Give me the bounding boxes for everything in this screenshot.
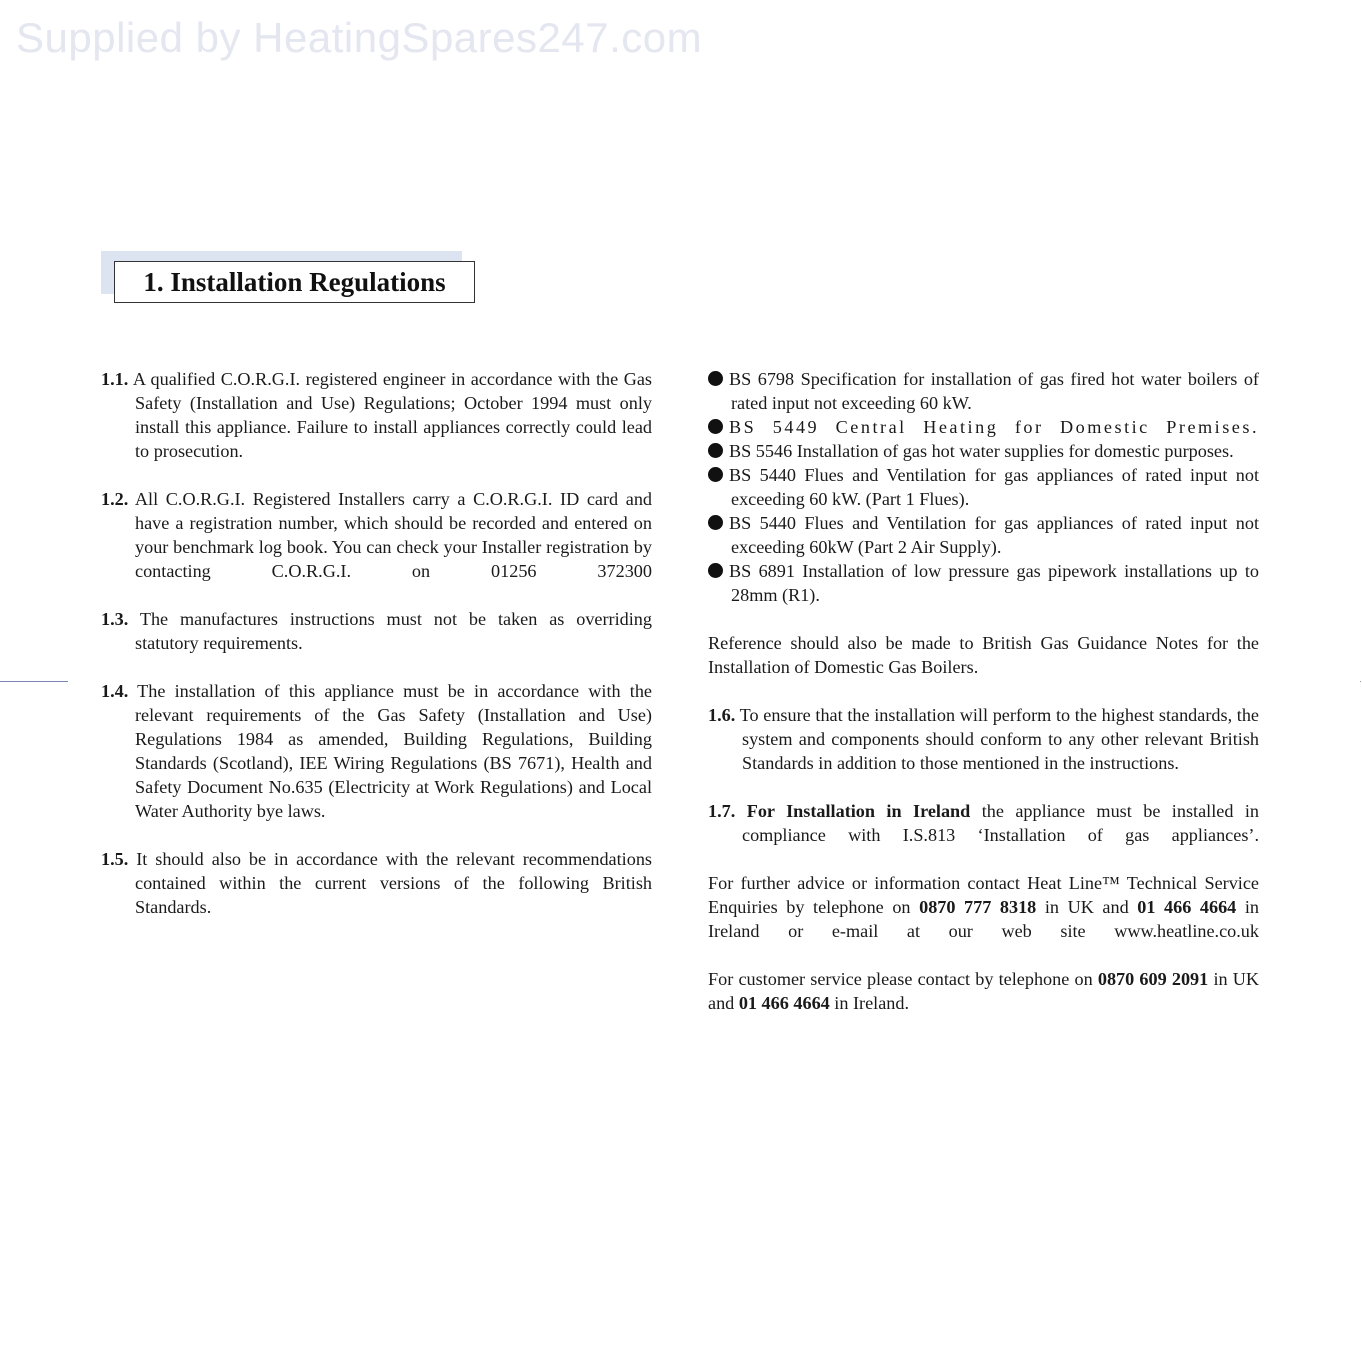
regulation-number: 1.6.	[708, 705, 736, 725]
british-standards-list	[708, 367, 1259, 607]
list-item: BS 6891 Installation of low pressure gas pipework installations up to 28mm (R1).	[708, 559, 1259, 607]
regulation-number: 1.5.	[101, 849, 129, 869]
bullet-icon	[708, 419, 723, 434]
list-item: BS 5440 Flues and Ventilation for gas appliances of rated input not exceeding 60kW (Part 2 Air Supply).	[708, 511, 1259, 559]
technical-contact: For further advice or information contact Heat Line™ Technical Service Enquiries by telephone on 0870 777 8318 in UK and 01 466 4664 in Ireland or e-mail at our web site www.heatline.co.uk	[708, 873, 1260, 941]
regulation-number: 1.1.	[101, 369, 129, 389]
regulation-1-7	[708, 799, 1259, 847]
regulation-number: 1.4.	[101, 681, 129, 701]
list-item: BS 5440 Flues and Ventilation for gas appliances of rated input not exceeding 60 kW. (Part 1 Flues).	[708, 463, 1259, 511]
section-heading: 1. Installation Regulations	[114, 261, 475, 303]
list-item: BS 5449 Central Heating for Domestic Premises.	[708, 415, 1259, 439]
uk-phone: 0870 609 2091	[1097, 969, 1209, 989]
regulation-number: 1.3.	[101, 609, 129, 629]
regulation-1-3	[101, 607, 652, 655]
margin-rule	[0, 681, 68, 682]
list-item: BS 5546 Installation of gas hot water supplies for domestic purposes.	[708, 439, 1259, 463]
bullet-icon	[708, 371, 723, 386]
regulation-1-5	[101, 847, 652, 919]
ireland-phone: 01 466 4664	[1137, 897, 1237, 917]
regulation-1-2	[101, 487, 652, 583]
regulation-text: The installation of this appliance must be in accordance with the relevant requirements of the Gas Safety (Installation and Use) Regulations 1984 as amended, Building Regulations, Building Standards (Scotland), IEE Wiring Regulations (BS 7671), Health and Safety Document No.635 (Electricity at Work Regulations) and Local Water Authority bye laws.	[135, 681, 653, 821]
bullet-icon	[708, 467, 723, 482]
left-column	[101, 367, 652, 943]
regulation-number: 1.7.	[708, 801, 736, 821]
bullet-icon	[708, 443, 723, 458]
regulation-text: It should also be in accordance with the relevant recommendations contained within the current versions of the following British Standards.	[135, 849, 652, 917]
regulation-text: To ensure that the installation will perform to the highest standards, the system and components should conform to any other relevant British Standards in addition to those mentioned in the instructions.	[739, 705, 1260, 773]
regulation-text: the appliance must be installed in compliance with I.S.813 ‘Installation of gas appliances’.	[742, 801, 1259, 845]
regulation-text: All C.O.R.G.I. Registered Installers carry a C.O.R.G.I. ID card and have a registration number, which should be recorded and entered on your benchmark log book. You can check your Installer registration by contacting C.O.R.G.I. on 01256 372300	[134, 489, 653, 581]
watermark: Supplied by HeatingSpares247.com	[16, 14, 703, 61]
bullet-icon	[708, 563, 723, 578]
uk-phone: 0870 777 8318	[919, 897, 1037, 917]
right-column	[708, 367, 1259, 1039]
regulation-text: A qualified C.O.R.G.I. registered engineer in accordance with the Gas Safety (Installation and Use) Regulations; October 1994 must only install this appliance. Failure to install appliances correctly could lead to prosecution.	[132, 369, 652, 461]
regulation-number: 1.2.	[101, 489, 129, 509]
list-item: BS 6798 Specification for installation of gas fired hot water boilers of rated input not exceeding 60 kW.	[708, 367, 1259, 415]
regulation-1-4	[101, 679, 652, 823]
ireland-phone: 01 466 4664	[738, 993, 830, 1013]
reference-note: Reference should also be made to British Gas Guidance Notes for the Installation of Domestic Gas Boilers.	[708, 633, 1259, 677]
margin-mark	[1360, 681, 1361, 682]
customer-service-contact: For customer service please contact by telephone on 0870 609 2091 in UK and 01 466 4664 in Ireland.	[708, 969, 1260, 1013]
bullet-icon	[708, 515, 723, 530]
regulation-1-1	[101, 367, 652, 463]
regulation-bold-lead: For Installation in Ireland	[746, 801, 971, 821]
regulation-text: The manufactures instructions must not be taken as overriding statutory requirements.	[135, 609, 652, 653]
regulation-1-6	[708, 703, 1259, 775]
